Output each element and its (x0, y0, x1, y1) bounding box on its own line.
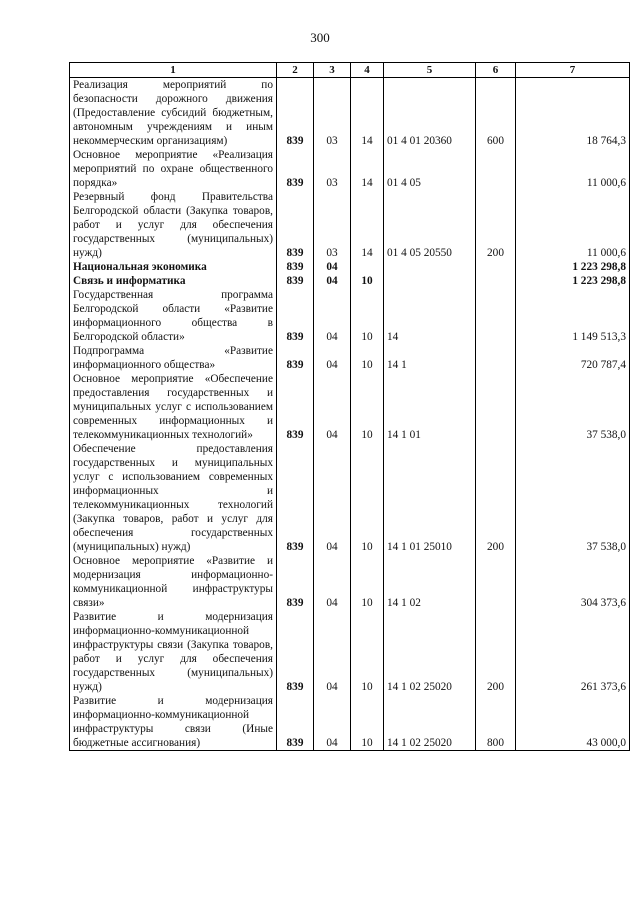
header-row (70, 63, 630, 78)
row-subsection-code: 10 (351, 344, 384, 372)
row-expense-type (476, 288, 516, 344)
column-header: 3 (314, 63, 351, 78)
table-row (70, 442, 630, 554)
row-description: Связь и информатика (70, 274, 277, 288)
row-description: Реализация мероприятий по безопасности дорожного движения (Предоставление субсидий бюджетным, автономным учреждениям и иным некоммерческим организациям) (70, 78, 277, 149)
row-subsection-code: 14 (351, 78, 384, 149)
row-target-article: 14 1 01 (384, 372, 476, 442)
row-expense-type: 800 (476, 694, 516, 751)
row-expense-type (476, 148, 516, 190)
row-description: Развитие и модернизация информационно-коммуникационной инфраструктуры связи (Закупка товаров, работ и услуг для обеспечения государственных (муниципальных) нужд) (70, 610, 277, 694)
row-section-code: 03 (314, 78, 351, 149)
row-expense-type: 600 (476, 78, 516, 149)
row-target-article: 14 1 (384, 344, 476, 372)
row-target-article (384, 274, 476, 288)
row-subsection-code: 10 (351, 442, 384, 554)
row-section-code: 04 (314, 274, 351, 288)
column-header: 7 (516, 63, 630, 78)
table-row (70, 78, 630, 149)
row-expense-type (476, 554, 516, 610)
row-section-code: 04 (314, 344, 351, 372)
row-section-code: 03 (314, 190, 351, 260)
row-subsection-code: 10 (351, 274, 384, 288)
row-subsection-code: 10 (351, 288, 384, 344)
row-subsection-code: 10 (351, 372, 384, 442)
row-subsection-code: 10 (351, 554, 384, 610)
row-expense-type (476, 274, 516, 288)
row-amount: 18 764,3 (516, 78, 630, 149)
row-subsection-code (351, 260, 384, 274)
row-subsection-code: 14 (351, 190, 384, 260)
row-ministry-code: 839 (277, 260, 314, 274)
row-ministry-code: 839 (277, 372, 314, 442)
column-header: 1 (70, 63, 277, 78)
row-section-code: 04 (314, 694, 351, 751)
row-target-article: 14 1 02 25020 (384, 694, 476, 751)
row-target-article: 14 1 02 (384, 554, 476, 610)
row-expense-type (476, 372, 516, 442)
row-description: Резервный фонд Правительства Белгородской области (Закупка товаров, работ и услуг для обеспечения государственных (муниципальных) нужд) (70, 190, 277, 260)
row-ministry-code: 839 (277, 190, 314, 260)
row-section-code: 04 (314, 610, 351, 694)
row-ministry-code: 839 (277, 344, 314, 372)
row-expense-type: 200 (476, 190, 516, 260)
column-header: 4 (351, 63, 384, 78)
table-row (70, 274, 630, 288)
row-description: Основное мероприятие «Обеспечение предоставления государственных и муниципальных услуг с использованием современных информационных и телекоммуникационных технологий» (70, 372, 277, 442)
column-header: 5 (384, 63, 476, 78)
row-amount: 1 223 298,8 (516, 274, 630, 288)
row-expense-type: 200 (476, 610, 516, 694)
row-ministry-code: 839 (277, 610, 314, 694)
row-amount: 11 000,6 (516, 190, 630, 260)
row-amount: 1 223 298,8 (516, 260, 630, 274)
table-row (70, 190, 630, 260)
row-subsection-code: 10 (351, 694, 384, 751)
row-amount: 261 373,6 (516, 610, 630, 694)
row-ministry-code: 839 (277, 288, 314, 344)
row-ministry-code: 839 (277, 274, 314, 288)
row-expense-type (476, 344, 516, 372)
row-section-code: 04 (314, 288, 351, 344)
row-description: Государственная программа Белгородской области «Развитие информационного общества в Белгородской области» (70, 288, 277, 344)
row-ministry-code: 839 (277, 554, 314, 610)
table-row (70, 260, 630, 274)
row-subsection-code: 10 (351, 610, 384, 694)
row-amount: 720 787,4 (516, 344, 630, 372)
row-section-code: 04 (314, 442, 351, 554)
row-description: Основное мероприятие «Реализация мероприятий по охране общественного порядка» (70, 148, 277, 190)
table-row (70, 372, 630, 442)
row-description: Обеспечение предоставления государственных и муниципальных услуг с использованием современных информационных и телекоммуникационных технологий (Закупка товаров, работ и услуг для обеспечения государственных (муниципальных) нужд) (70, 442, 277, 554)
table-row (70, 694, 630, 751)
row-amount: 304 373,6 (516, 554, 630, 610)
table-row (70, 344, 630, 372)
row-ministry-code: 839 (277, 78, 314, 149)
row-expense-type (476, 260, 516, 274)
row-ministry-code: 839 (277, 442, 314, 554)
row-section-code: 03 (314, 148, 351, 190)
row-expense-type: 200 (476, 442, 516, 554)
table-row (70, 554, 630, 610)
row-amount: 11 000,6 (516, 148, 630, 190)
row-amount: 1 149 513,3 (516, 288, 630, 344)
row-description: Национальная экономика (70, 260, 277, 274)
row-ministry-code: 839 (277, 148, 314, 190)
row-amount: 37 538,0 (516, 442, 630, 554)
row-section-code: 04 (314, 260, 351, 274)
row-target-article: 01 4 01 20360 (384, 78, 476, 149)
row-amount: 37 538,0 (516, 372, 630, 442)
row-target-article: 14 (384, 288, 476, 344)
row-ministry-code: 839 (277, 694, 314, 751)
page-number: 300 (310, 30, 330, 45)
row-section-code: 04 (314, 372, 351, 442)
column-header: 2 (277, 63, 314, 78)
row-description: Подпрограмма «Развитие информационного общества» (70, 344, 277, 372)
row-description: Основное мероприятие «Развитие и модернизация информационно-коммуникационной инфраструктуры связи» (70, 554, 277, 610)
table-row (70, 610, 630, 694)
row-subsection-code: 14 (351, 148, 384, 190)
budget-table (69, 62, 630, 751)
table-row (70, 148, 630, 190)
row-target-article (384, 260, 476, 274)
row-target-article: 14 1 02 25020 (384, 610, 476, 694)
row-amount: 43 000,0 (516, 694, 630, 751)
row-section-code: 04 (314, 554, 351, 610)
row-target-article: 14 1 01 25010 (384, 442, 476, 554)
column-header: 6 (476, 63, 516, 78)
row-description: Развитие и модернизация информационно-коммуникационной инфраструктуры связи (Иные бюджетные ассигнования) (70, 694, 277, 751)
table-row (70, 288, 630, 344)
row-target-article: 01 4 05 20550 (384, 190, 476, 260)
row-target-article: 01 4 05 (384, 148, 476, 190)
